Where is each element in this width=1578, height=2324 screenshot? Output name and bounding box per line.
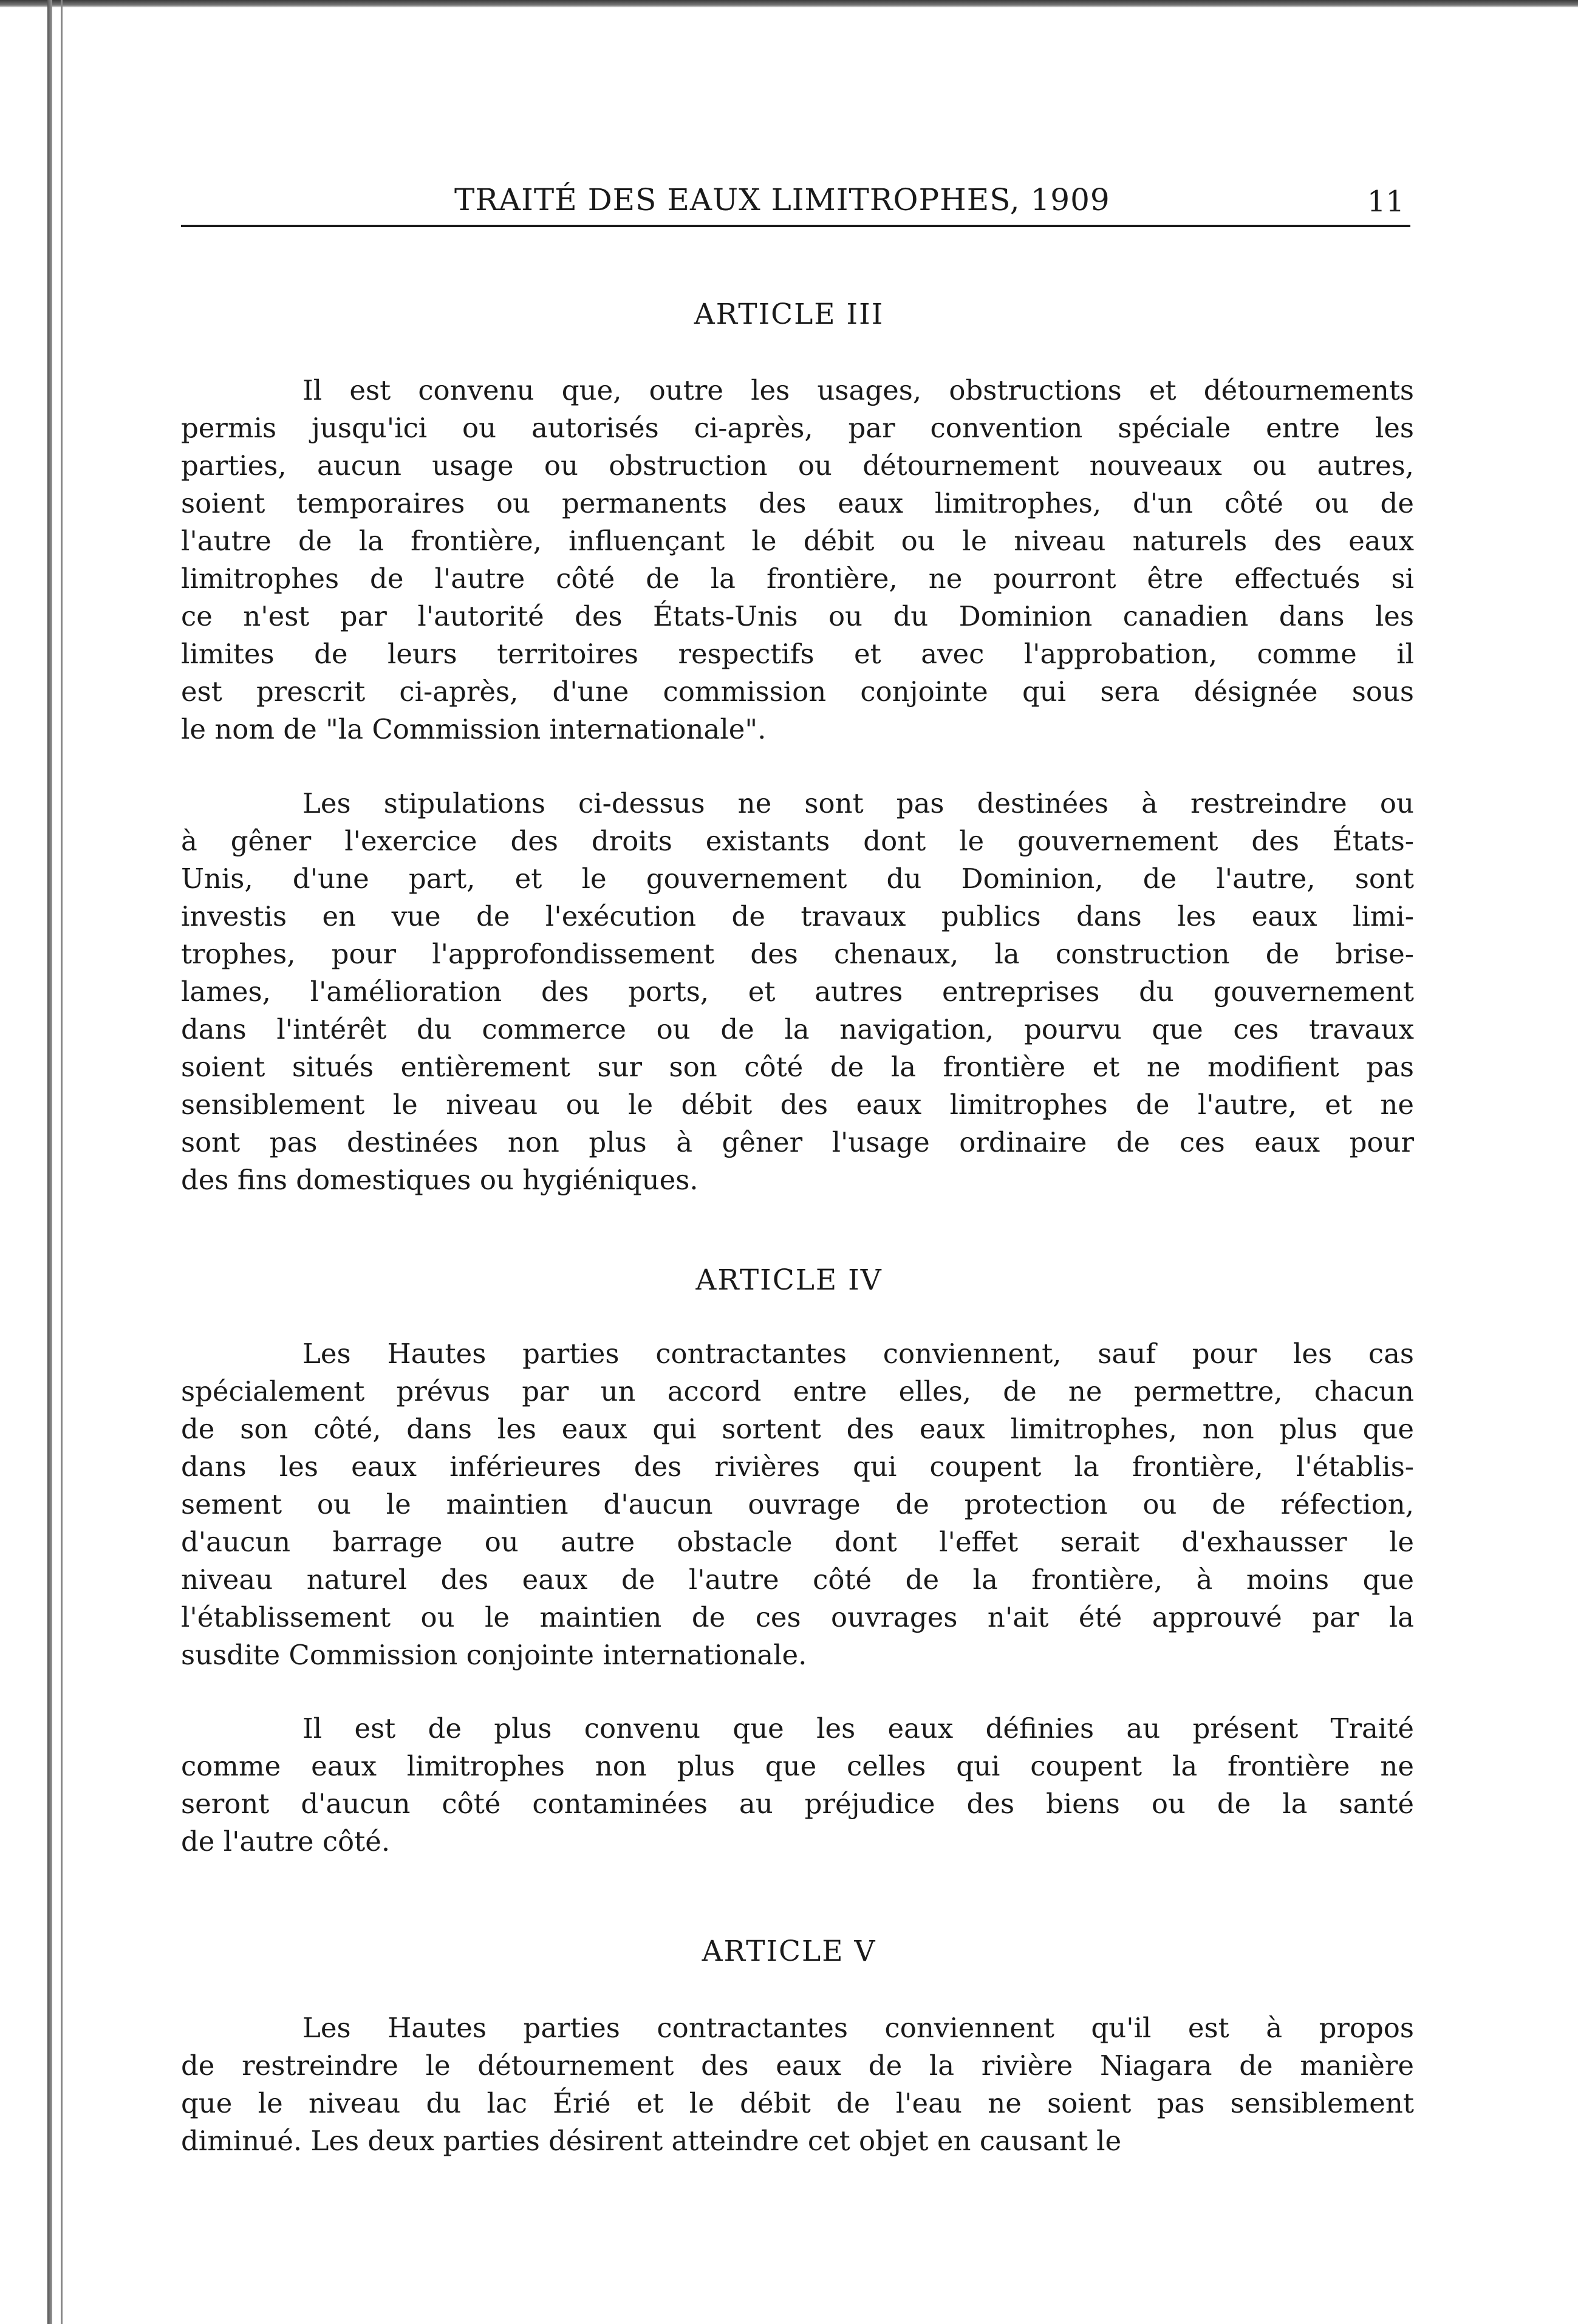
text-line: de son côté, dans les eaux qui sortent des eaux limitrophes, non plus que <box>181 1413 1414 1445</box>
text-line: investis en vue de l'exécution de travaux publics dans les eaux limi- <box>181 900 1414 932</box>
text-line: des fins domestiques ou hygiéniques. <box>181 1164 698 1196</box>
text-line: dans les eaux inférieures des rivières qui coupent la frontière, l'établis- <box>181 1451 1414 1483</box>
text-line: soient situés entièrement sur son côté de la frontière et ne modifient pas <box>181 1051 1414 1083</box>
text-line: l'établissement ou le maintien de ces ouvrages n'ait été approuvé par la <box>181 1601 1414 1633</box>
text-line: limites de leurs territoires respectifs et avec l'approbation, comme il <box>181 638 1414 670</box>
text-line: Les Hautes parties contractantes conviennent qu'il est à propos <box>302 2012 1414 2044</box>
text-line: Les Hautes parties contractantes conviennent, sauf pour les cas <box>302 1338 1414 1370</box>
text-line: comme eaux limitrophes non plus que celles qui coupent la frontière ne <box>181 1750 1414 1782</box>
text-line: le nom de "la Commission internationale". <box>181 713 767 745</box>
text-line: soient temporaires ou permanents des eaux limitrophes, d'un côté ou de <box>181 487 1414 519</box>
scan-binding-line <box>61 0 63 2324</box>
text-line: sement ou le maintien d'aucun ouvrage de protection ou de réfection, <box>181 1488 1414 1520</box>
article-3-paragraph-1 <box>181 372 1414 748</box>
text-line: ce n'est par l'autorité des États-Unis ou du Dominion canadien dans les <box>181 600 1414 632</box>
text-line: susdite Commission conjointe internationale. <box>181 1639 807 1671</box>
article-3-heading: ARTICLE III <box>694 298 884 331</box>
article-5-heading: ARTICLE V <box>702 1935 876 1968</box>
text-line: est prescrit ci-après, d'une commission conjointe qui sera désignée sous <box>181 675 1414 708</box>
article-4-heading: ARTICLE IV <box>695 1263 883 1297</box>
text-line: Il est convenu que, outre les usages, obstructions et détournements <box>302 374 1414 406</box>
text-line: de restreindre le détournement des eaux de la rivière Niagara de manière <box>181 2049 1414 2082</box>
text-line: sont pas destinées non plus à gêner l'usage ordinaire de ces eaux pour <box>181 1126 1414 1158</box>
text-line: dans l'intérêt du commerce ou de la navigation, pourvu que ces travaux <box>181 1013 1414 1045</box>
text-line: seront d'aucun côté contaminées au préjudice des biens ou de la santé <box>181 1788 1414 1820</box>
article-5-paragraph-1 <box>181 2009 1414 2160</box>
text-line: trophes, pour l'approfondissement des chenaux, la construction de brise- <box>181 938 1414 970</box>
text-line: sensiblement le niveau ou le débit des eaux limitrophes de l'autre, et ne <box>181 1089 1414 1121</box>
text-line: l'autre de la frontière, influençant le débit ou le niveau naturels des eaux <box>181 525 1414 557</box>
article-3-paragraph-2 <box>181 785 1414 1199</box>
text-line: lames, l'amélioration des ports, et autres entreprises du gouvernement <box>181 976 1414 1008</box>
text-line: Il est de plus convenu que les eaux définies au présent Traité <box>302 1712 1414 1745</box>
text-line: que le niveau du lac Érié et le débit de l'eau ne soient pas sensiblement <box>181 2087 1414 2119</box>
text-line: parties, aucun usage ou obstruction ou détournement nouveaux ou autres, <box>181 449 1414 482</box>
article-4-paragraph-1 <box>181 1335 1414 1674</box>
text-line: Les stipulations ci-dessus ne sont pas destinées à restreindre ou <box>302 787 1414 819</box>
running-title: TRAITÉ DES EAUX LIMITROPHES, 1909 <box>454 182 1110 217</box>
text-line: d'aucun barrage ou autre obstacle dont l'effet serait d'exhausser le <box>181 1526 1414 1558</box>
text-line: limitrophes de l'autre côté de la frontière, ne pourront être effectués si <box>181 562 1414 595</box>
text-line: permis jusqu'ici ou autorisés ci-après, par convention spéciale entre les <box>181 412 1414 444</box>
article-4-paragraph-2 <box>181 1710 1414 1861</box>
running-header <box>181 182 1410 227</box>
text-line: diminué. Les deux parties désirent atteindre cet objet en causant le <box>181 2125 1122 2157</box>
text-line: spécialement prévus par un accord entre elles, de ne permettre, chacun <box>181 1375 1414 1407</box>
scan-top-edge <box>0 0 1578 7</box>
text-line: de l'autre côté. <box>181 1825 391 1857</box>
text-line: niveau naturel des eaux de l'autre côté de la frontière, à moins que <box>181 1564 1414 1596</box>
scan-binding-edge <box>47 0 52 2324</box>
text-line: Unis, d'une part, et le gouvernement du Dominion, de l'autre, sont <box>181 863 1414 895</box>
text-line: à gêner l'exercice des droits existants dont le gouvernement des États- <box>181 825 1414 857</box>
page-number: 11 <box>1367 185 1404 219</box>
